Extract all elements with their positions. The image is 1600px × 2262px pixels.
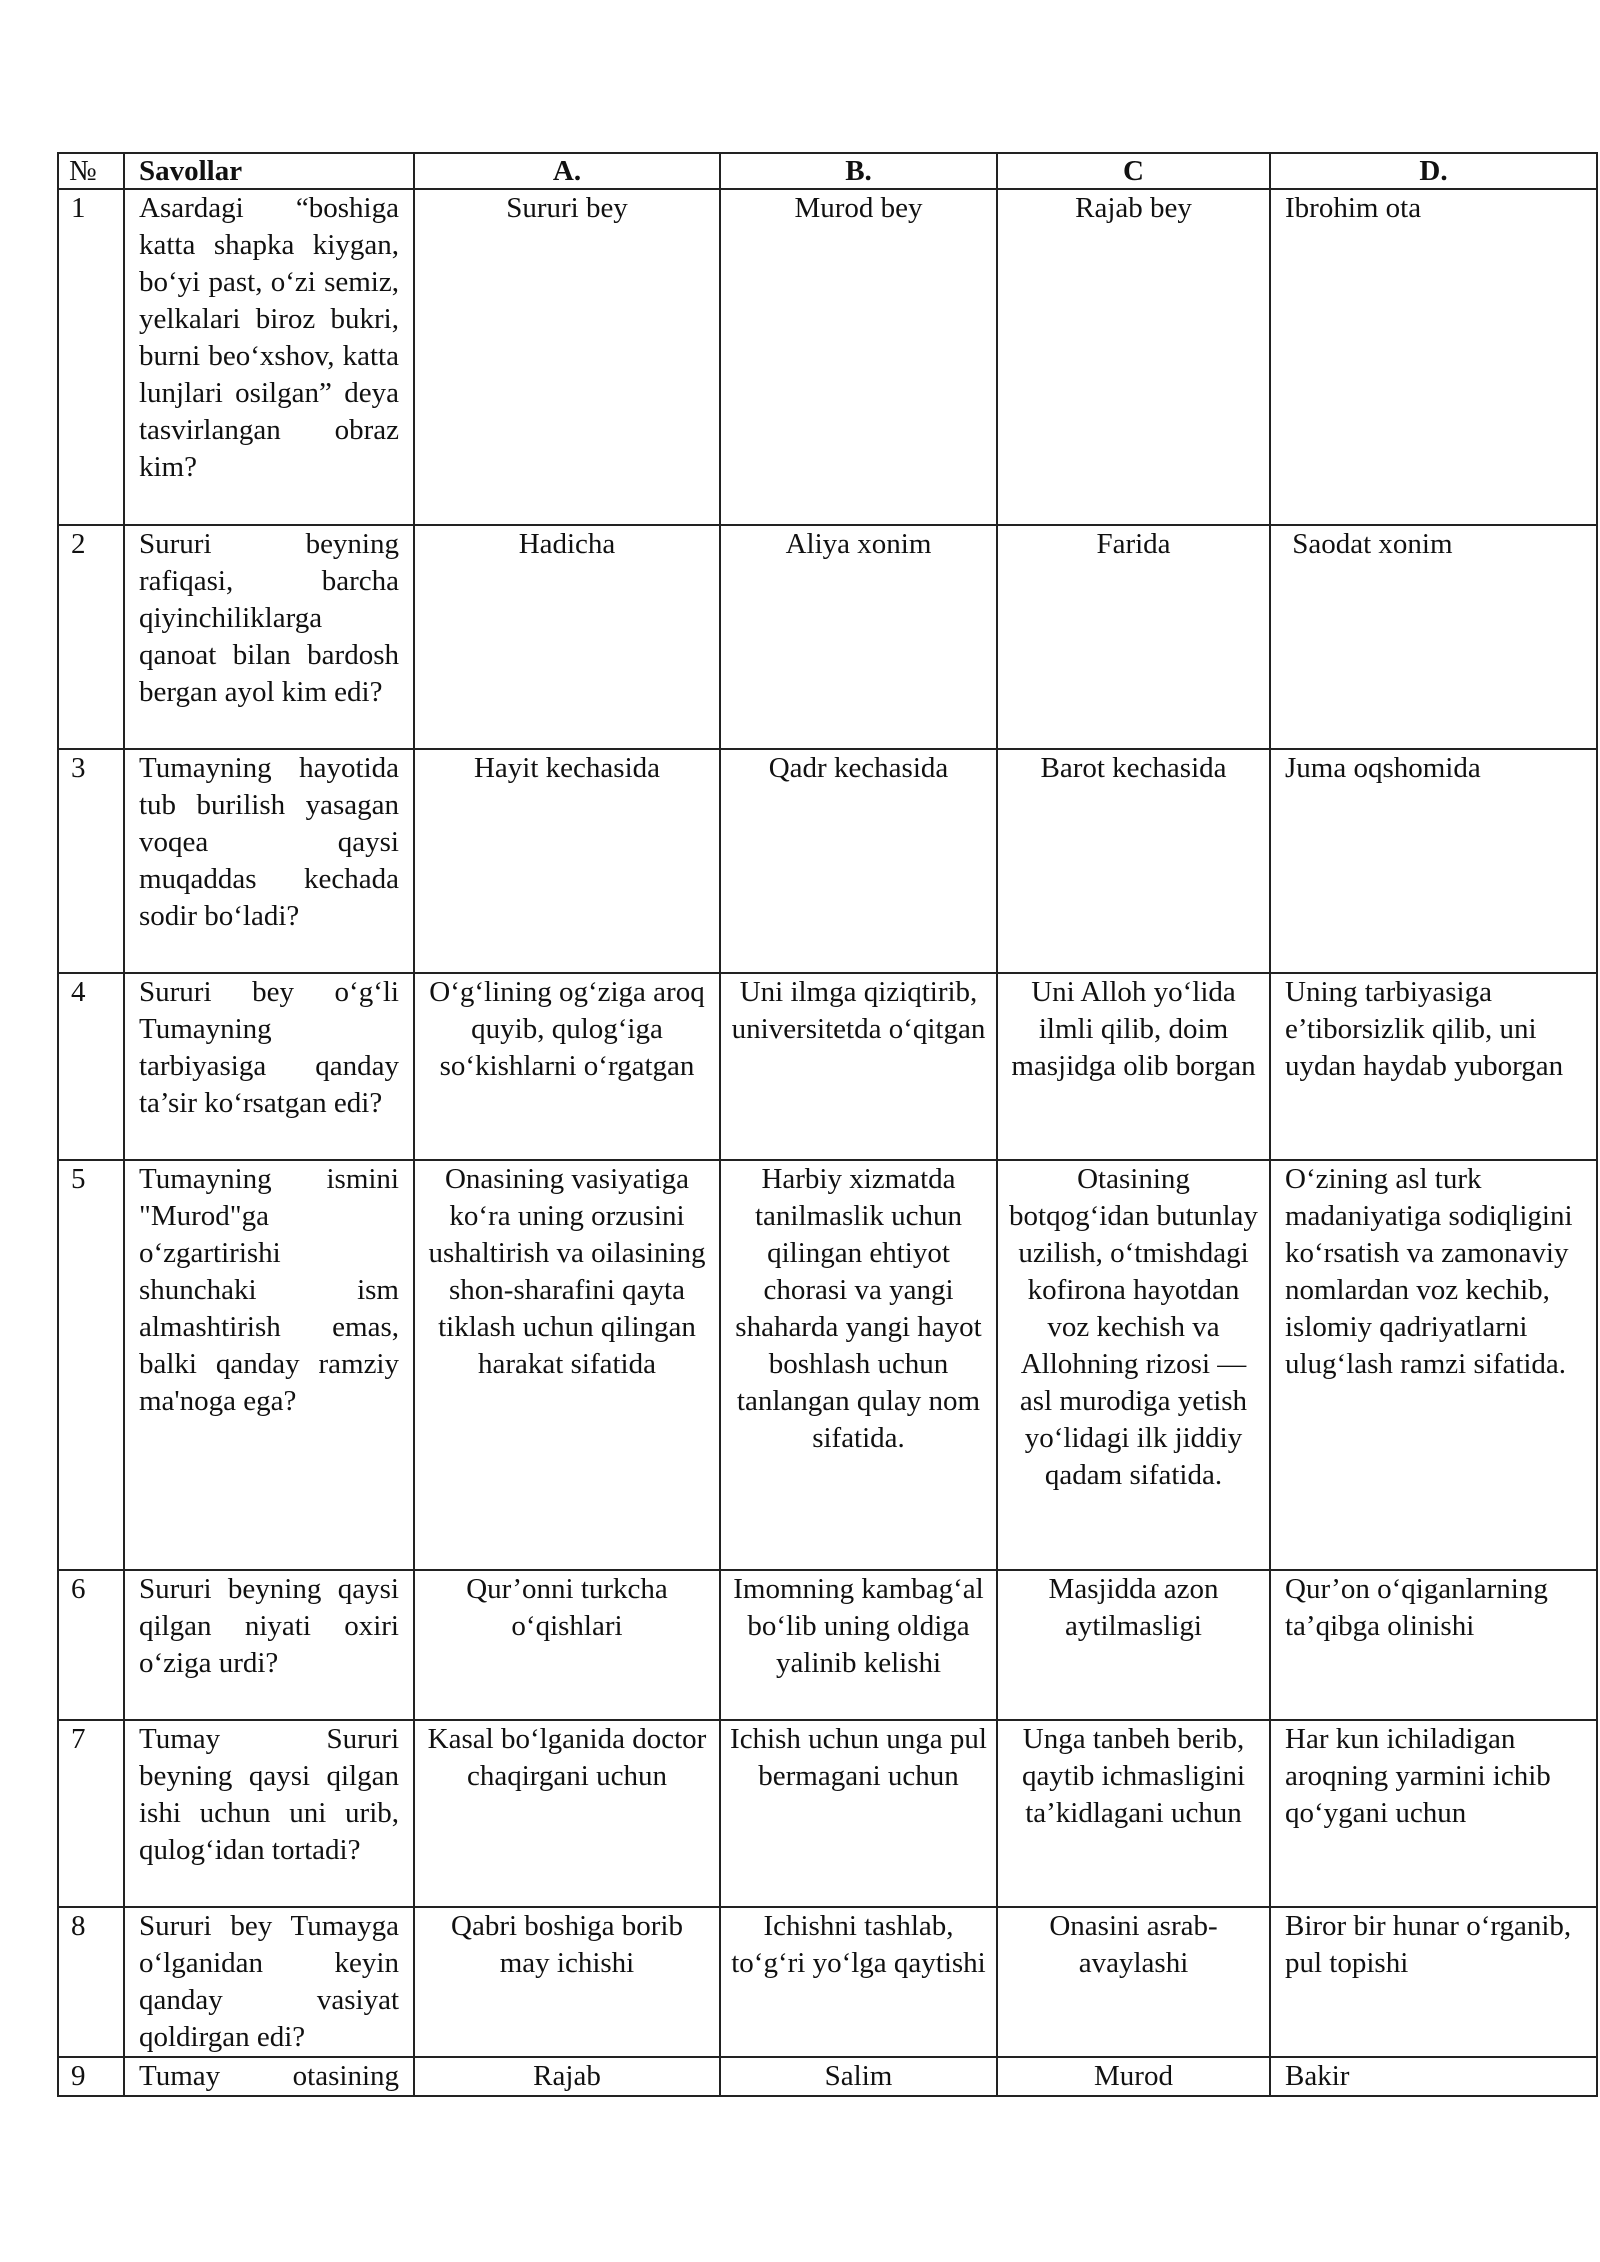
question-text: Tumayning hayotida tub burilish yasagan voqea qaysi muqaddas kechada sodir bo‘ladi?: [124, 749, 414, 973]
question-number: 8: [58, 1907, 124, 2057]
question-number: 4: [58, 973, 124, 1160]
quiz-table: [57, 152, 1598, 2097]
option-a: Rajab: [414, 2057, 720, 2096]
option-d: Biror bir hunar o‘rganib, pul topishi: [1270, 1907, 1597, 2057]
option-b: Murod bey: [720, 189, 997, 525]
option-a: Sururi bey: [414, 189, 720, 525]
header-number: №: [58, 153, 124, 189]
option-a: Onasining vasiyatiga ko‘ra uning orzusini ushaltirish va oilasining shon-sharafini qayta tiklash uchun qilingan harakat sifatida: [414, 1160, 720, 1570]
option-d: Uning tarbiyasiga e’tiborsizlik qilib, uni uydan haydab yuborgan: [1270, 973, 1597, 1160]
question-text: Sururi bey o‘g‘li Tumayning tarbiyasiga qanday ta’sir ko‘rsatgan edi?: [124, 973, 414, 1160]
option-c: Onasini asrab-avaylashi: [997, 1907, 1270, 2057]
option-a: Qabri boshiga borib may ichishi: [414, 1907, 720, 2057]
option-b: Ichish uchun unga pul bermagani uchun: [720, 1720, 997, 1907]
question-number: 2: [58, 525, 124, 749]
question-text: Sururi beyning rafiqasi, barcha qiyinchiliklarga qanoat bilan bardosh bergan ayol kim edi?: [124, 525, 414, 749]
question-number: 6: [58, 1570, 124, 1720]
option-d: Saodat xonim: [1270, 525, 1597, 749]
table-row: [58, 1570, 1597, 1720]
table-row: [58, 1907, 1597, 2057]
table-row: [58, 2057, 1597, 2096]
option-b: Ichishni tashlab, to‘g‘ri yo‘lga qaytishi: [720, 1907, 997, 2057]
option-c: Uni Alloh yo‘lida ilmli qilib, doim masjidga olib borgan: [997, 973, 1270, 1160]
header-questions: Savollar: [124, 153, 414, 189]
option-a: Hadicha: [414, 525, 720, 749]
header-row: [58, 153, 1597, 189]
option-c: Masjidda azon aytilmasligi: [997, 1570, 1270, 1720]
question-number: 9: [58, 2057, 124, 2096]
option-c: Rajab bey: [997, 189, 1270, 525]
option-b: Qadr kechasida: [720, 749, 997, 973]
option-b: Harbiy xizmatda tanilmaslik uchun qilingan ehtiyot chorasi va yangi shaharda yangi hayot boshlash uchun tanlangan qulay nom sifatida.: [720, 1160, 997, 1570]
table-row: [58, 1160, 1597, 1570]
option-d: Har kun ichiladigan aroqning yarmini ichib qo‘ygani uchun: [1270, 1720, 1597, 1907]
question-text: Tumay Sururi beyning qaysi qilgan ishi uchun uni urib, qulog‘idan tortadi?: [124, 1720, 414, 1907]
option-d: Juma oqshomida: [1270, 749, 1597, 973]
table-row: [58, 189, 1597, 525]
table-row: [58, 749, 1597, 973]
option-c: Barot kechasida: [997, 749, 1270, 973]
option-d: Ibrohim ota: [1270, 189, 1597, 525]
option-d: Qur’on o‘qiganlarning ta’qibga olinishi: [1270, 1570, 1597, 1720]
question-number: 7: [58, 1720, 124, 1907]
option-a: Qur’onni turkcha o‘qishlari: [414, 1570, 720, 1720]
option-c: Farida: [997, 525, 1270, 749]
option-b: Uni ilmga qiziqtirib, universitetda o‘qitgan: [720, 973, 997, 1160]
question-text: Tumayning ismini "Murod"ga o‘zgartirishi shunchaki ism almashtirish emas, balki qanday ramziy ma'noga ega?: [124, 1160, 414, 1570]
option-b: Salim: [720, 2057, 997, 2096]
header-option-c: C: [997, 153, 1270, 189]
option-a: Kasal bo‘lganida doctor chaqirgani uchun: [414, 1720, 720, 1907]
header-option-a: A.: [414, 153, 720, 189]
option-d: Bakir: [1270, 2057, 1597, 2096]
option-b: Imomning kambag‘al bo‘lib uning oldiga yalinib kelishi: [720, 1570, 997, 1720]
option-c: Otasining botqog‘idan butunlay uzilish, o‘tmishdagi kofirona hayotdan voz kechish va Allohning rizosi — asl murodiga yetish yo‘lidagi ilk jiddiy qadam sifatida.: [997, 1160, 1270, 1570]
option-c: Murod: [997, 2057, 1270, 2096]
question-number: 3: [58, 749, 124, 973]
question-text: Sururi bey Tumayga o‘lganidan keyin qanday vasiyat qoldirgan edi?: [124, 1907, 414, 2057]
header-option-b: B.: [720, 153, 997, 189]
table-row: [58, 973, 1597, 1160]
question-text: Tumay otasining: [124, 2057, 414, 2096]
question-number: 1: [58, 189, 124, 525]
header-option-d: D.: [1270, 153, 1597, 189]
option-c: Unga tanbeh berib, qaytib ichmasligini ta’kidlagani uchun: [997, 1720, 1270, 1907]
option-d: O‘zining asl turk madaniyatiga sodiqligini ko‘rsatish va zamonaviy nomlardan voz kechib, islomiy qadriyatlarni ulug‘lash ramzi sifatida.: [1270, 1160, 1597, 1570]
option-a: O‘g‘lining og‘ziga aroq quyib, qulog‘iga so‘kishlarni o‘rgatgan: [414, 973, 720, 1160]
question-number: 5: [58, 1160, 124, 1570]
question-text: Sururi beyning qaysi qilgan niyati oxiri o‘ziga urdi?: [124, 1570, 414, 1720]
option-b: Aliya xonim: [720, 525, 997, 749]
question-text: Asardagi “boshiga katta shapka kiygan, bo‘yi past, o‘zi semiz, yelkalari biroz bukri, burni beo‘xshov, katta lunjlari osilgan” deya tasvirlangan obraz kim?: [124, 189, 414, 525]
option-a: Hayit kechasida: [414, 749, 720, 973]
table-row: [58, 525, 1597, 749]
table-row: [58, 1720, 1597, 1907]
